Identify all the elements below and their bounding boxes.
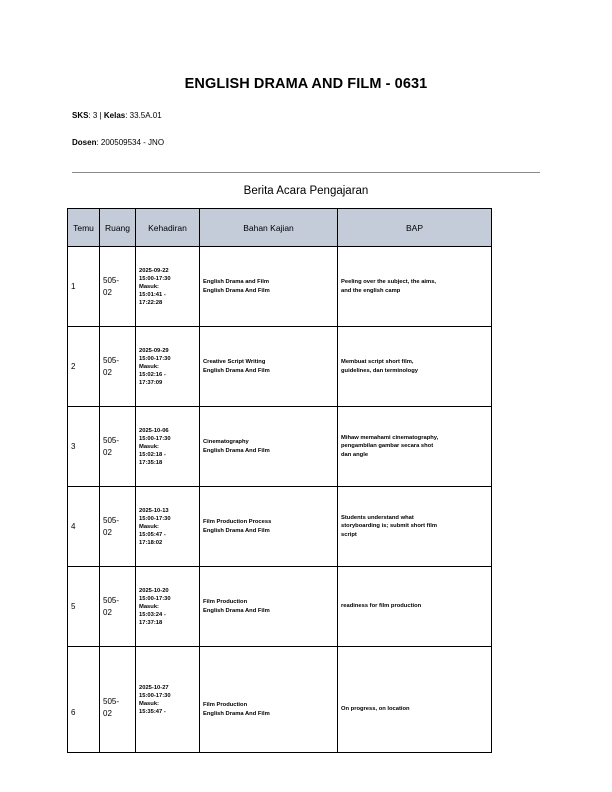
cell-kehadiran-line: 2025-10-20 — [139, 587, 169, 594]
cell-bap-line: dan angle — [341, 451, 369, 458]
teaching-report-table — [67, 208, 492, 753]
cell-temu: 3 — [68, 407, 100, 487]
cell-bap-line: Membuat script short film, — [341, 359, 414, 365]
cell-bahan-kajian-line: Cinematography — [203, 438, 249, 445]
cell-bap-line: and the english camp — [341, 287, 401, 294]
cell-bahan-kajian — [200, 247, 338, 327]
table-header-row — [68, 209, 492, 247]
cell-bahan-kajian-line: Film Production Process — [203, 518, 272, 525]
cell-ruang — [100, 327, 136, 407]
cell-temu: 1 — [68, 247, 100, 327]
sks-value: : 3 | — [88, 111, 104, 120]
cell-bap-line: On progress, on location — [341, 706, 410, 713]
cell-ruang — [100, 247, 136, 327]
cell-ruang-line: 02 — [103, 607, 112, 617]
cell-bahan-kajian-line: English Drama And Film — [203, 447, 270, 454]
cell-kehadiran-line: 15:05:47 - — [139, 531, 166, 538]
cell-ruang-line: 505- — [103, 595, 120, 605]
table-row — [68, 487, 492, 567]
table-row — [68, 327, 492, 407]
cell-kehadiran — [136, 487, 200, 567]
dosen-value: : 200509534 - JNO — [96, 138, 165, 147]
cell-bahan-kajian — [200, 647, 338, 753]
header-ruang: Ruang — [100, 209, 136, 247]
cell-ruang — [100, 487, 136, 567]
cell-ruang-line: 505- — [103, 435, 120, 445]
cell-bap-line: readiness for film production — [341, 603, 422, 610]
cell-kehadiran-line: Masuk: — [139, 523, 159, 530]
section-subtitle: Berita Acara Pengajaran — [243, 185, 369, 197]
cell-ruang — [100, 567, 136, 647]
cell-kehadiran-line: 2025-09-22 — [139, 267, 169, 274]
table-row — [68, 407, 492, 487]
cell-bahan-kajian-line: English Drama And Film — [203, 527, 270, 534]
cell-kehadiran-line: 2025-10-13 — [139, 507, 169, 514]
cell-ruang-line: 505- — [103, 355, 120, 365]
kelas-value: : 33.5A.01 — [125, 111, 162, 120]
kelas-label: Kelas — [103, 111, 126, 120]
cell-kehadiran-line: Masuk: — [139, 603, 159, 610]
cell-kehadiran-line: 2025-09-29 — [139, 347, 169, 354]
table-row — [68, 567, 492, 647]
cell-bahan-kajian-line: Film Production — [203, 598, 248, 605]
cell-kehadiran — [136, 247, 200, 327]
cell-temu: 2 — [68, 327, 100, 407]
cell-kehadiran-line: 15:00-17:30 — [139, 355, 171, 362]
cell-bahan-kajian — [200, 407, 338, 487]
dosen-label: Dosen — [72, 138, 97, 147]
cell-ruang-line: 02 — [103, 447, 112, 457]
cell-bap — [338, 407, 492, 487]
cell-kehadiran-line: 15:02:16 - — [139, 371, 166, 378]
cell-bahan-kajian-line: English Drama And Film — [203, 287, 270, 294]
cell-kehadiran-line: 15:00-17:30 — [139, 515, 171, 522]
cell-bap-line: storyboarding is; submit short film — [341, 523, 437, 530]
cell-ruang-line: 505- — [103, 515, 120, 525]
course-meta — [72, 111, 162, 120]
cell-kehadiran-line: 17:37:18 — [139, 619, 163, 626]
cell-kehadiran-line: Masuk: — [139, 443, 159, 450]
cell-ruang-line: 02 — [103, 708, 112, 718]
cell-ruang-line: 505- — [103, 275, 120, 285]
cell-kehadiran-line: 15:00-17:30 — [139, 435, 171, 442]
cell-kehadiran-line: Masuk: — [139, 283, 159, 290]
document-title: ENGLISH DRAMA AND FILM - 0631 — [184, 76, 428, 92]
cell-bap — [338, 567, 492, 647]
cell-kehadiran-line: 15:00-17:30 — [139, 595, 171, 602]
cell-kehadiran-line: 15:35:47 - — [139, 708, 166, 715]
cell-bap-line: script — [341, 531, 357, 538]
table-row — [68, 247, 492, 327]
cell-kehadiran-line: Masuk: — [139, 700, 159, 707]
cell-bahan-kajian — [200, 327, 338, 407]
cell-kehadiran — [136, 647, 200, 753]
cell-kehadiran-line: 17:22:28 — [139, 299, 163, 306]
cell-kehadiran-line: 2025-10-06 — [139, 427, 169, 434]
cell-ruang-line: 02 — [103, 527, 112, 537]
cell-bahan-kajian — [200, 567, 338, 647]
cell-bahan-kajian-line: English Drama And Film — [203, 607, 270, 614]
cell-bap — [338, 327, 492, 407]
cell-bap-line: Mihaw memahami cinematography, — [341, 434, 439, 441]
cell-kehadiran-line: 15:02:18 - — [139, 451, 166, 458]
cell-bap-line: Students understand what — [341, 514, 414, 521]
header-bahan-kajian: Bahan Kajian — [200, 209, 338, 247]
cell-kehadiran-line: 15:00-17:30 — [139, 692, 171, 699]
cell-bap — [338, 247, 492, 327]
cell-kehadiran-line: 15:01:41 - — [139, 291, 166, 298]
cell-kehadiran-line: Masuk: — [139, 363, 159, 370]
cell-temu: 6 — [68, 647, 100, 753]
cell-ruang-line: 02 — [103, 367, 112, 377]
cell-bahan-kajian-line: English Drama And Film — [203, 710, 270, 717]
cell-kehadiran — [136, 327, 200, 407]
cell-bap-line: guidelines, dan terminology — [341, 367, 418, 374]
horizontal-divider — [72, 172, 540, 173]
cell-kehadiran-line: 15:00-17:30 — [139, 275, 171, 282]
cell-kehadiran — [136, 567, 200, 647]
header-bap: BAP — [338, 209, 492, 247]
cell-temu: 4 — [68, 487, 100, 567]
cell-kehadiran-line: 17:35:18 — [139, 459, 163, 466]
header-temu: Temu — [68, 209, 100, 247]
cell-ruang-line: 505- — [103, 696, 120, 706]
sks-label: SKS — [72, 111, 89, 120]
table-row — [68, 647, 492, 753]
cell-temu: 5 — [68, 567, 100, 647]
cell-kehadiran-line: 17:18:02 — [139, 539, 163, 546]
cell-kehadiran-line: 17:37:09 — [139, 379, 163, 386]
cell-bap — [338, 647, 492, 753]
header-kehadiran: Kehadiran — [136, 209, 200, 247]
cell-bahan-kajian — [200, 487, 338, 567]
cell-bahan-kajian-line: English Drama And Film — [203, 367, 270, 374]
cell-bahan-kajian-line: Creative Script Writing — [203, 358, 266, 365]
cell-kehadiran-line: 15:03:24 - — [139, 611, 166, 618]
cell-bahan-kajian-line: Film Production — [203, 701, 248, 708]
cell-ruang — [100, 407, 136, 487]
cell-bap-line: Peeling over the subject, the aims, — [341, 279, 437, 285]
cell-bahan-kajian-line: English Drama and Film — [203, 278, 270, 285]
cell-kehadiran — [136, 407, 200, 487]
cell-bap — [338, 487, 492, 567]
cell-bap-line: pengambilan gambar secara shot — [341, 443, 434, 450]
cell-ruang — [100, 647, 136, 753]
cell-ruang-line: 02 — [103, 287, 112, 297]
cell-kehadiran-line: 2025-10-27 — [139, 684, 169, 691]
lecturer-meta — [72, 138, 164, 147]
